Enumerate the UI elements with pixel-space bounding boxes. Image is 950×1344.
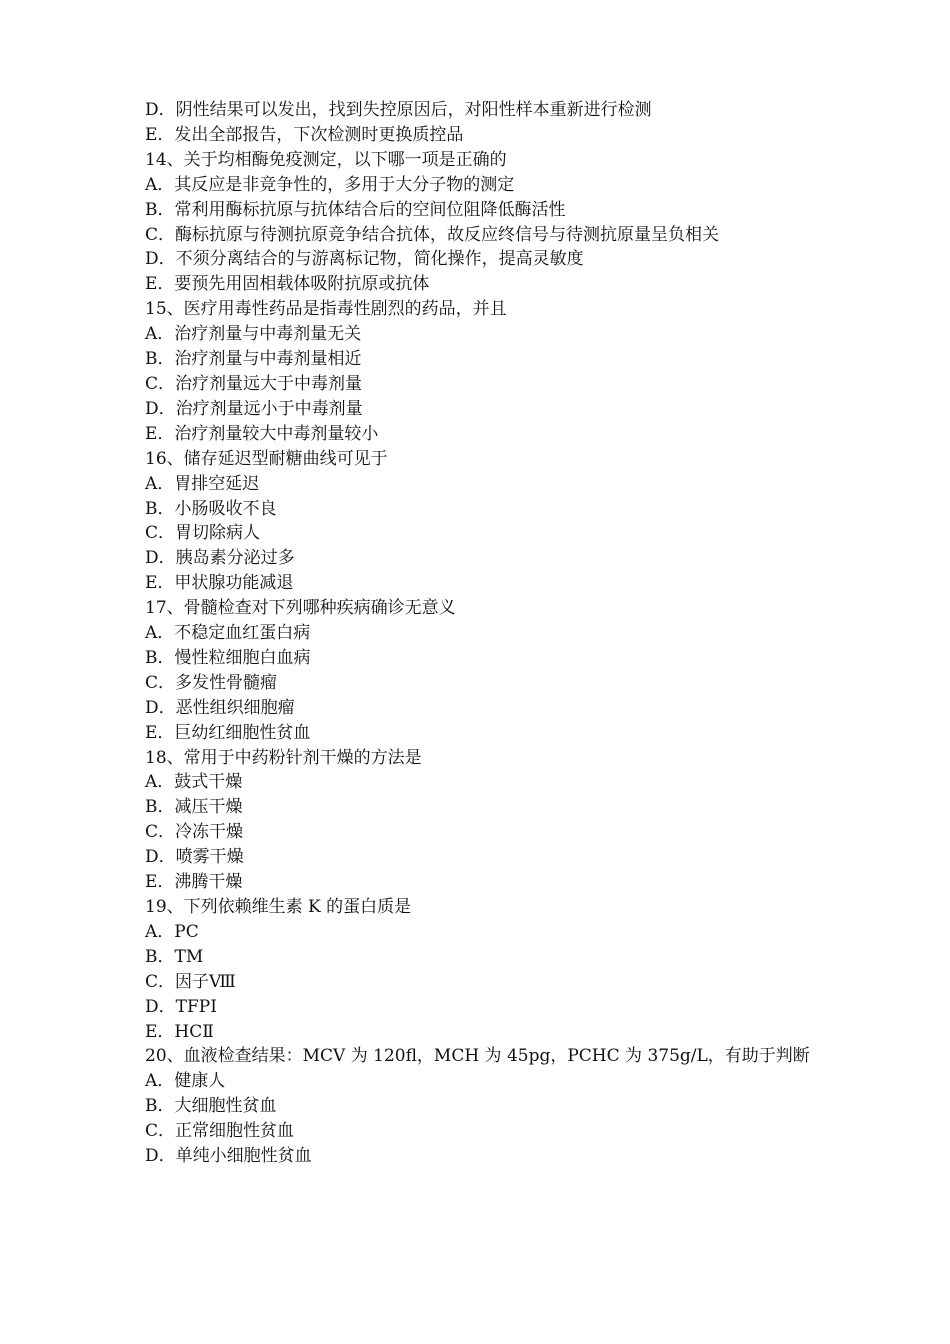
option-line: E．HCⅡ xyxy=(145,1021,214,1042)
option-line: A．PC xyxy=(145,921,199,942)
option-line: D．TFPI xyxy=(145,996,217,1017)
option-line: A．其反应是非竞争性的，多用于大分子物的测定 xyxy=(145,174,515,195)
option-line: B．常利用酶标抗原与抗体结合后的空间位阻降低酶活性 xyxy=(145,199,566,220)
question-line: 17、骨髓检查对下列哪种疾病确诊无意义 xyxy=(145,598,456,619)
option-line: C．正常细胞性贫血 xyxy=(145,1121,295,1142)
option-line: D．单纯小细胞性贫血 xyxy=(145,1146,312,1167)
option-line: D．不须分离结合的与游离标记物，简化操作，提高灵敏度 xyxy=(145,249,584,270)
option-line: A．鼓式干燥 xyxy=(145,772,243,793)
option-line: A．治疗剂量与中毒剂量无关 xyxy=(145,324,362,345)
option-line: C．冷冻干燥 xyxy=(145,822,244,843)
option-line: E．甲状腺功能减退 xyxy=(145,573,294,594)
question-line: 16、储存延迟型耐糖曲线可见于 xyxy=(145,448,388,469)
option-line: B．治疗剂量与中毒剂量相近 xyxy=(145,349,362,370)
question-line: 14、关于均相酶免疫测定，以下哪一项是正确的 xyxy=(145,149,507,170)
option-line: C．酶标抗原与待测抗原竞争结合抗体，故反应终信号与待测抗原量呈负相关 xyxy=(145,224,720,245)
question-line: 20、血液检查结果：MCV 为 120fl，MCH 为 45pg，PCHC 为 375g/L，有助于判断 xyxy=(145,1046,810,1067)
question-line: 19、下列依赖维生素 K 的蛋白质是 xyxy=(145,897,412,917)
option-line: C．治疗剂量远大于中毒剂量 xyxy=(145,373,363,394)
question-line: 18、常用于中药粉针剂干燥的方法是 xyxy=(145,747,422,768)
option-line: B．减压干燥 xyxy=(145,797,243,818)
option-line: C．多发性骨髓瘤 xyxy=(145,672,278,693)
option-line: A．不稳定血红蛋白病 xyxy=(145,623,311,644)
option-line: B．大细胞性贫血 xyxy=(145,1096,277,1117)
option-line: A．健康人 xyxy=(145,1071,226,1092)
option-line: B．TM xyxy=(145,946,204,967)
option-line: B．慢性粒细胞白血病 xyxy=(145,647,311,668)
option-line: D．治疗剂量远小于中毒剂量 xyxy=(145,398,363,419)
text-line: E．发出全部报告，下次检测时更换质控品 xyxy=(145,124,464,145)
option-line: D．恶性组织细胞瘤 xyxy=(145,697,295,718)
option-line: D．喷雾干燥 xyxy=(145,847,244,868)
option-line: B．小肠吸收不良 xyxy=(145,498,277,519)
question-line: 15、医疗用毒性药品是指毒性剧烈的药品，并且 xyxy=(145,299,507,320)
option-line: A．胃排空延迟 xyxy=(145,473,260,494)
option-line: E．治疗剂量较大中毒剂量较小 xyxy=(145,423,379,444)
option-line: C．胃切除病人 xyxy=(145,523,261,544)
option-line: D．胰岛素分泌过多 xyxy=(145,548,295,569)
option-line: E．沸腾干燥 xyxy=(145,872,243,893)
text-line: D．阴性结果可以发出，找到失控原因后，对阳性样本重新进行检测 xyxy=(145,100,652,120)
question-text-block xyxy=(145,98,810,1169)
option-line: C．因子Ⅷ xyxy=(145,971,236,992)
option-line: E．巨幼红细胞性贫血 xyxy=(145,722,311,743)
option-line: E．要预先用固相载体吸附抗原或抗体 xyxy=(145,274,430,295)
